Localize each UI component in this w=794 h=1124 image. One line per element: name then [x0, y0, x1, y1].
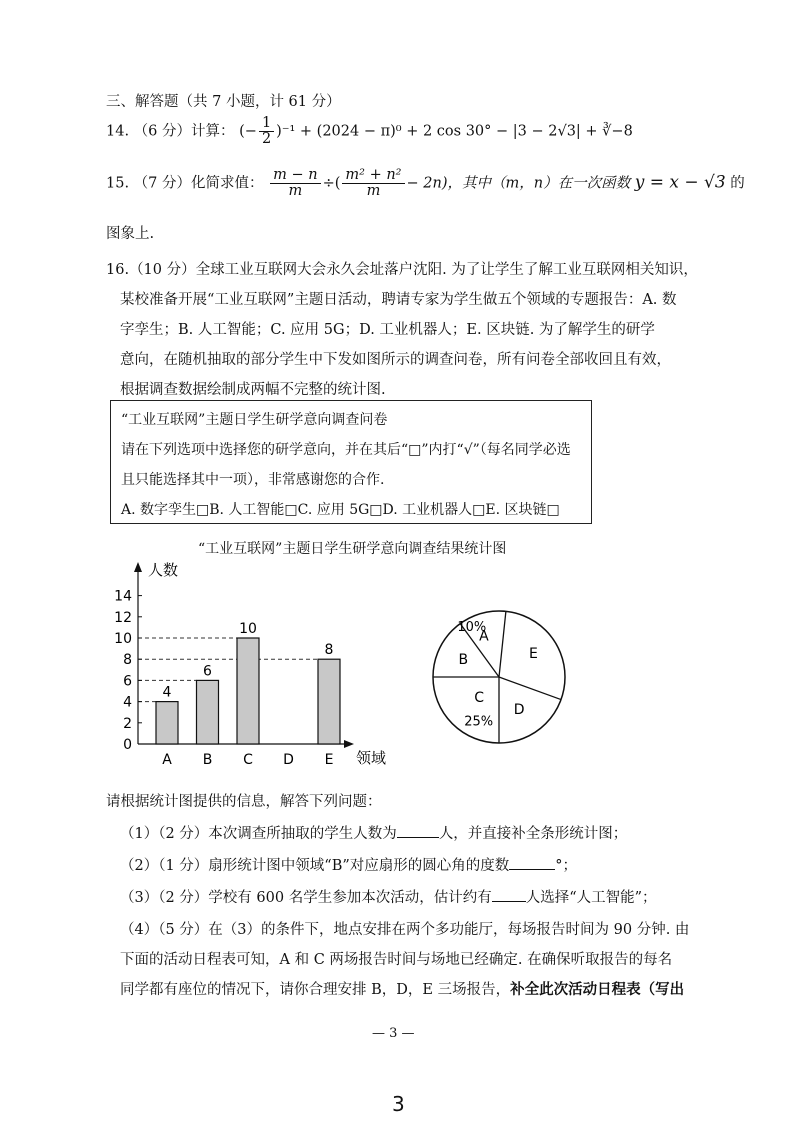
q15-end: 的 — [730, 175, 745, 192]
section-header: 三、解答题（共 7 小题，计 61 分） — [106, 94, 341, 110]
q16-number: 16. — [106, 262, 130, 278]
pie-slice-label-D: D — [513, 702, 525, 719]
y-tick-label: 6 — [123, 673, 132, 690]
pie-slice-label-A: A — [479, 628, 489, 645]
survey-line-3: 且只能选择其中一项），非常感谢您的合作. — [121, 472, 385, 488]
bar-value-label: 10 — [239, 621, 257, 637]
q16-line-5: 根据调查数据绘制成两幅不完整的统计图. — [120, 382, 386, 398]
bar-value-label: 4 — [162, 684, 172, 701]
pie-slice-label-B: B — [458, 651, 469, 668]
q14-expr-post: )⁻¹ + (2024 − π)⁰ + 2 cos 30° − |3 − 2√3| + ∛−8 — [276, 123, 633, 140]
sub-question-1 — [120, 822, 627, 843]
page-number: 3 — [392, 1092, 405, 1116]
sub2-pre: （2）（1 分）扇形统计图中领域“B”对应扇形的圆心角的度数 — [120, 858, 510, 874]
x-category-label: D — [283, 752, 294, 768]
sub-question-4-line-1: （4）（5 分）在（3）的条件下，地点安排在两个多功能厅，每场报告时间为 90 分钟. 由 — [120, 922, 690, 938]
q14-score: （6 分）计算： — [133, 123, 235, 140]
question-14 — [106, 116, 633, 147]
q16-line-4: 意向，在随机抽取的部分学生中下发如图所示的调查问卷，所有问卷全部收回且有效， — [120, 352, 671, 368]
x-axis-arrow — [344, 740, 354, 748]
q15-after: − 2n)，其中（m，n）在一次函数 — [406, 175, 631, 192]
chart-title: “工业互联网”主题日学生研学意向调查结果统计图 — [198, 541, 507, 557]
pie-slice-label-C: C — [474, 689, 485, 706]
q15-line-2: 图象上. — [106, 226, 155, 242]
bar-value-label: 6 — [203, 663, 212, 680]
pie-slice-label-E: E — [528, 645, 538, 662]
x-category-label: B — [202, 752, 213, 768]
bar-A — [156, 702, 178, 744]
q15-frac1-den: m — [288, 183, 303, 200]
sub4-line-3-text: 同学都有座位的情况下，请你合理安排 B，D，E 三场报告， — [120, 982, 511, 998]
y-tick-label: 2 — [123, 715, 132, 732]
sub3-post: 人选择“人工智能”； — [525, 890, 657, 906]
x-category-label: E — [324, 752, 334, 768]
q15-frac2-den: m — [366, 183, 381, 200]
pie-slice-percent-C: 25% — [464, 714, 494, 730]
sub3-pre: （3）（2 分）学校有 600 名学生参加本次活动，估计约有 — [120, 890, 492, 906]
sub3-blank[interactable] — [492, 889, 526, 902]
q16-line-1 — [106, 258, 698, 279]
question-15 — [106, 168, 745, 199]
q15-number: 15. — [106, 175, 130, 192]
q16-line-3: 字孪生；B. 人工智能；C. 应用 5G；D. 工业机器人；E. 区块链. 为了解学生的研学 — [120, 322, 655, 338]
sub-question-4-line-3 — [120, 978, 684, 999]
q15-function: y = x − √3 — [634, 172, 726, 193]
q15-frac2-num: m² + n² — [342, 168, 404, 184]
sub2-post: °； — [555, 858, 578, 874]
q14-frac-den: 2 — [261, 131, 272, 148]
sub4-line-3-bold: 补全此次活动日程表（写出 — [510, 981, 685, 998]
y-tick-label: 4 — [123, 694, 132, 711]
bar-E — [318, 659, 340, 744]
pie-slice-percent-A: 10% — [457, 619, 487, 635]
q15-op: ÷( — [322, 175, 341, 192]
survey-line-2: 请在下列选项中选择您的研学意向，并在其后“□”内打“√”（每名同学必选 — [121, 442, 571, 458]
sub1-blank[interactable] — [397, 825, 439, 838]
q15-fraction-2 — [342, 168, 404, 199]
page-mark: — 3 — — [372, 1026, 415, 1041]
q16-line-2: 某校准备开展“工业互联网”主题日活动，聘请专家为学生做五个领域的专题报告：A. 数 — [120, 292, 677, 308]
x-category-label: C — [243, 752, 253, 768]
q14-frac-num: 1 — [259, 116, 274, 132]
bar-B — [197, 680, 219, 744]
survey-box — [110, 400, 592, 524]
bar-C — [237, 638, 259, 744]
after-chart-text: 请根据统计图提供的信息，解答下列问题： — [106, 794, 382, 810]
q14-expr-pre: (− — [239, 123, 257, 140]
y-tick-label: 8 — [123, 652, 132, 669]
q15-frac1-num: m − n — [270, 168, 320, 184]
survey-title: “工业互联网”主题日学生研学意向调查问卷 — [121, 412, 388, 428]
sub2-blank[interactable] — [509, 857, 555, 870]
y-tick-label: 14 — [114, 588, 132, 605]
sub-question-2 — [120, 854, 577, 875]
bar-chart-ylabel: 人数 — [148, 561, 179, 579]
bar-chart-categories — [162, 752, 333, 768]
q15-prefix: （7 分）化简求值： — [133, 175, 264, 192]
sub-question-4-line-2: 下面的活动日程表可知，A 和 C 两场报告时间与场地已经确定. 在确保听取报告的每名 — [120, 952, 673, 968]
q15-fraction-1 — [270, 168, 320, 199]
y-axis-arrow — [134, 562, 142, 572]
bar-chart — [110, 556, 400, 776]
sub-question-3 — [120, 886, 657, 907]
y-tick-label: 10 — [114, 631, 132, 647]
bar-value-label: 8 — [324, 642, 334, 659]
pie-chart-slices — [433, 611, 565, 743]
y-tick-label: 0 — [123, 737, 132, 753]
q14-number: 14. — [106, 123, 130, 140]
bar-chart-bars — [156, 621, 340, 744]
x-category-label: A — [162, 752, 172, 768]
y-tick-label: 12 — [114, 609, 132, 626]
pie-chart — [424, 602, 574, 752]
bar-chart-xlabel: 领域 — [356, 749, 387, 767]
q14-fraction — [259, 116, 274, 147]
survey-options: A. 数字孪生□B. 人工智能□C. 应用 5G□D. 工业机器人□E. 区块链□ — [121, 502, 560, 518]
sub1-pre: （1）（2 分）本次调查所抽取的学生人数为 — [120, 826, 397, 842]
q16-line-1-text: （10 分）全球工业互联网大会永久会址落户沈阳. 为了让学生了解工业互联网相关知识， — [129, 262, 698, 278]
sub1-post: 人，并直接补全条形统计图； — [438, 826, 628, 842]
